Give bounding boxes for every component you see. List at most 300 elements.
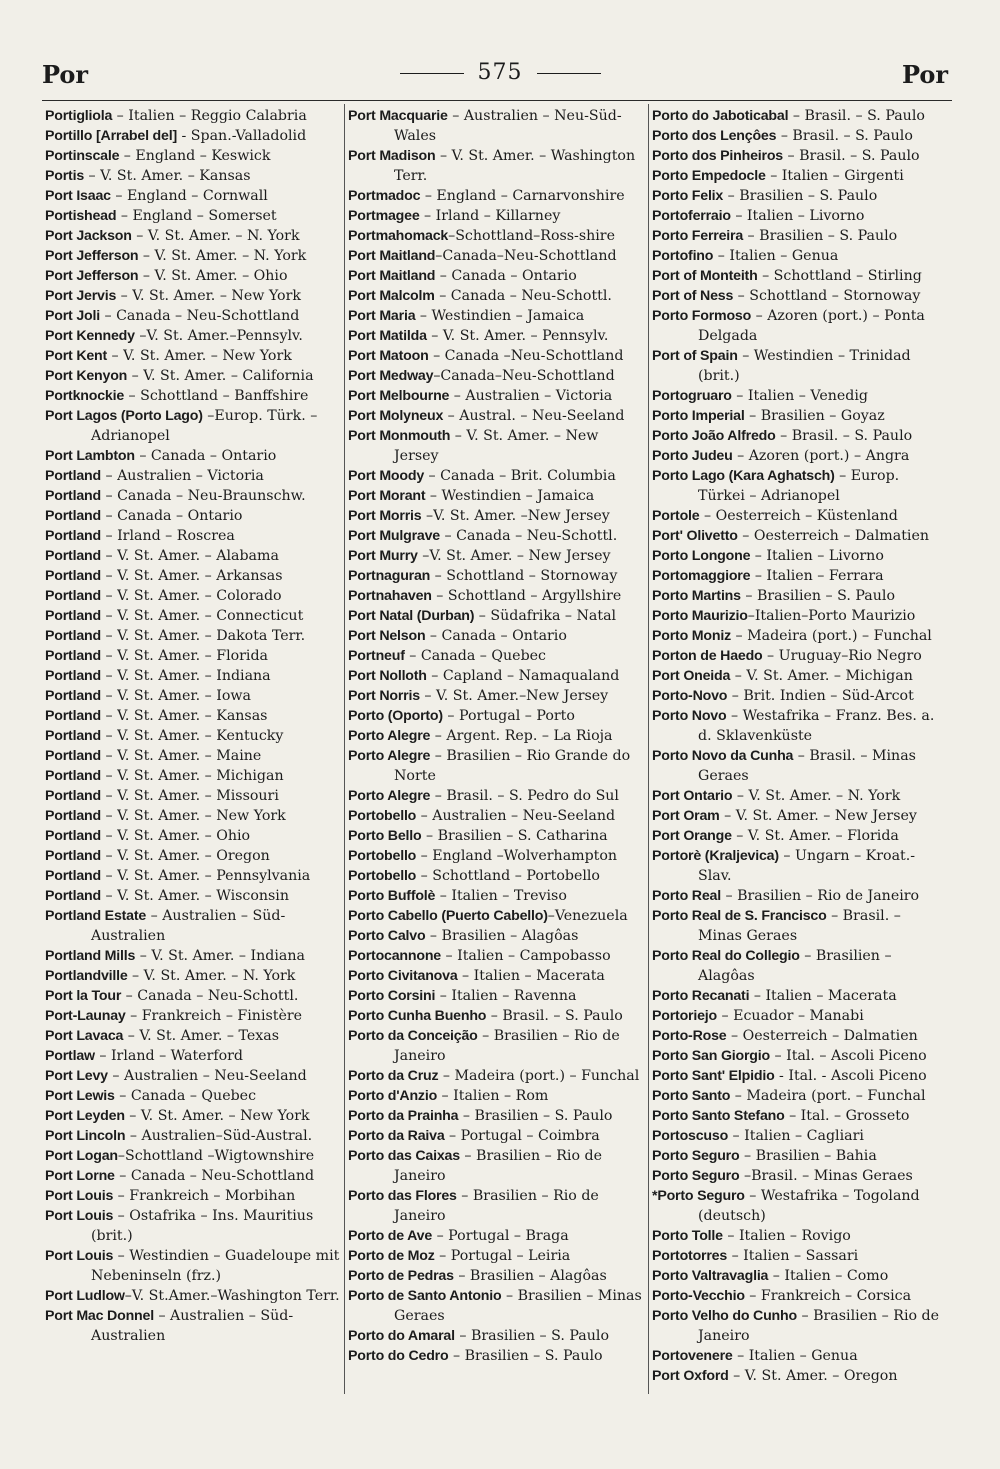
entry-location-detail: –Venezuela xyxy=(547,908,628,924)
entry-location-detail: – Schottland – Stirling xyxy=(757,268,922,284)
entry-place-name: Portland xyxy=(45,508,101,524)
entry-location-detail: – Madeira (port. – Funchal xyxy=(730,1088,926,1104)
gazetteer-entry xyxy=(45,886,341,906)
gazetteer-entry xyxy=(348,646,644,666)
entry-place-name: Portland xyxy=(45,488,101,504)
entry-location-detail: – Italien – Ferrara xyxy=(750,568,884,584)
gazetteer-entry xyxy=(348,866,644,886)
entry-place-name: Porto da Raiva xyxy=(348,1128,445,1144)
entry-place-name: Portoriejo xyxy=(652,1008,718,1024)
entry-place-name: Port Matilda xyxy=(348,328,427,344)
entry-place-name: Portogruaro xyxy=(652,388,732,404)
gazetteer-entry xyxy=(348,406,644,426)
gazetteer-entry xyxy=(652,586,948,606)
gazetteer-entry xyxy=(348,506,644,526)
entry-location-detail: – Portugal – Coimbra xyxy=(444,1128,600,1144)
entry-location-detail: – V. St. Amer. – California xyxy=(127,368,314,384)
gazetteer-entry xyxy=(45,466,341,486)
entry-place-name: Porto do Cedro xyxy=(348,1348,449,1364)
entry-location-detail: – V. St. Amer. – Missouri xyxy=(100,788,279,804)
entry-place-name: Port Morant xyxy=(348,488,426,504)
entry-place-name: Portland xyxy=(45,808,101,824)
gazetteer-entry xyxy=(45,266,341,286)
gazetteer-entry xyxy=(652,466,948,506)
gazetteer-entry xyxy=(348,706,644,726)
entry-place-name: Port Kennedy xyxy=(45,328,135,344)
entry-place-name: Port Matoon xyxy=(348,348,429,364)
entry-location-detail: – V. St. Amer. – Dakota Terr. xyxy=(100,628,306,644)
gazetteer-entry xyxy=(45,506,341,526)
entry-place-name: Port Jackson xyxy=(45,228,132,244)
entry-place-name: Porto Seguro xyxy=(652,1168,740,1184)
gazetteer-entry xyxy=(652,446,948,466)
entry-place-name: Porto Real de S. Francisco xyxy=(652,908,827,924)
entry-location-detail: – V. St. Amer. – Kentucky xyxy=(100,728,284,744)
entry-location-detail: – Irland – Waterford xyxy=(94,1048,244,1064)
entry-place-name: Porto Martins xyxy=(652,588,741,604)
gazetteer-entry xyxy=(45,1186,341,1206)
gazetteer-entry xyxy=(45,1106,341,1126)
entry-location-detail: – Australien – Neu-Seeland xyxy=(107,1068,307,1084)
entry-place-name: Porto Alegre xyxy=(348,748,431,764)
gazetteer-entry xyxy=(652,386,948,406)
entry-place-name: Porto de Ave xyxy=(348,1228,433,1244)
gazetteer-entry xyxy=(45,226,341,246)
entry-place-name: Porto Alegre xyxy=(348,728,431,744)
entry-location-detail: –V. St. Amer.–Pennsylv. xyxy=(134,328,303,344)
entry-location-detail: – Argent. Rep. – La Rioja xyxy=(430,728,613,744)
gazetteer-entry xyxy=(348,486,644,506)
entry-place-name: Port Lincoln xyxy=(45,1128,126,1144)
entry-place-name: Portland Estate xyxy=(45,908,147,924)
entry-location-detail: – Brasil. – S. Paulo xyxy=(788,108,925,124)
entry-place-name: Port-Launay xyxy=(45,1008,126,1024)
entry-location-detail: – England – Keswick xyxy=(119,148,271,164)
gazetteer-entry xyxy=(348,586,644,606)
entry-place-name: Port la Tour xyxy=(45,988,122,1004)
gazetteer-entry xyxy=(45,1046,341,1066)
entry-location-detail: – Canada – Ontario xyxy=(100,508,243,524)
entry-place-name: Portland xyxy=(45,688,101,704)
entry-location-detail: – V. St. Amer. – Ohio xyxy=(100,828,251,844)
gazetteer-entry xyxy=(348,346,644,366)
gazetteer-entry xyxy=(45,906,341,946)
entry-place-name: Port Lorne xyxy=(45,1168,115,1184)
entry-place-name: Port Kenyon xyxy=(45,368,128,384)
entry-location-detail: – Australien–Süd-Austral. xyxy=(125,1128,313,1144)
gazetteer-entry xyxy=(652,906,948,946)
gazetteer-entry xyxy=(348,146,644,186)
entry-location-detail: – Westindien – Guadeloupe mit Nebeninseln (frz.) xyxy=(91,1248,340,1284)
entry-location-detail: – Südafrika – Natal xyxy=(474,608,617,624)
gazetteer-entry xyxy=(652,346,948,386)
entry-place-name: Port Ontario xyxy=(652,788,733,804)
entry-location-detail: – Frankreich – Morbihan xyxy=(113,1188,296,1204)
entry-location-detail: – Schottland – Argyllshire xyxy=(431,588,622,604)
entry-place-name: Portland xyxy=(45,708,101,724)
entry-location-detail: – V. St. Amer. – Iowa xyxy=(100,688,251,704)
gazetteer-entry xyxy=(348,946,644,966)
gazetteer-entry xyxy=(652,266,948,286)
gazetteer-entry xyxy=(348,1146,644,1186)
gazetteer-entry xyxy=(348,1126,644,1146)
entry-place-name: Port Louis xyxy=(45,1248,114,1264)
gazetteer-entry xyxy=(45,606,341,626)
gazetteer-entry xyxy=(652,626,948,646)
gazetteer-entry xyxy=(652,146,948,166)
gazetteer-entry xyxy=(348,846,644,866)
entry-location-detail: – V. St. Amer. – Oregon xyxy=(100,848,270,864)
entry-location-detail: – V. St. Amer. – Florida xyxy=(100,648,269,664)
left-guide-word: Por xyxy=(42,60,89,89)
entry-place-name: Porto Longone xyxy=(652,548,751,564)
entry-location-detail: – Canada – Neu-Schottland xyxy=(99,308,300,324)
entry-location-detail: – Italien – Rom xyxy=(437,1088,549,1104)
gazetteer-entry xyxy=(652,286,948,306)
gazetteer-entry xyxy=(348,206,644,226)
entry-location-detail: – Canada – Quebec xyxy=(404,648,546,664)
entry-place-name: Porto Empedocle xyxy=(652,168,766,184)
column-3 xyxy=(652,106,948,1409)
gazetteer-entry xyxy=(652,306,948,346)
entry-location-detail: – Frankreich – Finistère xyxy=(125,1008,303,1024)
entry-place-name: Porto do Amaral xyxy=(348,1328,455,1344)
gazetteer-entry xyxy=(348,1346,644,1366)
gazetteer-entry xyxy=(348,686,644,706)
entry-place-name: Port Lewis xyxy=(45,1088,115,1104)
entry-place-name: Porto Judeu xyxy=(652,448,733,464)
entry-location-detail: – Westafrika – Togoland (deutsch) xyxy=(698,1188,920,1224)
gazetteer-entry xyxy=(348,1226,644,1246)
entry-place-name: Port Jefferson xyxy=(45,248,139,264)
entry-location-detail: – Italien – Macerata xyxy=(457,968,605,984)
entry-place-name: Porto de Santo Antonio xyxy=(348,1288,502,1304)
entry-place-name: Porto Calvo xyxy=(348,928,426,944)
gazetteer-entry xyxy=(652,1246,948,1266)
entry-location-detail: – Brasilien – Rio de Janeiro xyxy=(698,1308,940,1344)
entry-location-detail: – Brasilien – S. Paulo xyxy=(743,228,898,244)
entry-place-name: Portland xyxy=(45,528,101,544)
entry-location-detail: – Italien – Ravenna xyxy=(435,988,577,1004)
gazetteer-entry xyxy=(652,106,948,126)
gazetteer-entry xyxy=(652,506,948,526)
gazetteer-entry xyxy=(348,1006,644,1026)
entry-location-detail: –V. St. Amer. – New Jersey xyxy=(417,548,611,564)
entry-location-detail: – Australien – Neu-Süd-Wales xyxy=(394,108,622,144)
entry-place-name: Portmagee xyxy=(348,208,420,224)
gazetteer-entry xyxy=(45,146,341,166)
entry-location-detail: – V. St. Amer. – Washington Terr. xyxy=(394,148,636,184)
entry-place-name: Porto Real do Collegio xyxy=(652,948,800,964)
gazetteer-entry xyxy=(652,1366,948,1386)
gazetteer-entry xyxy=(45,1086,341,1106)
entry-location-detail: – England – Cornwall xyxy=(110,188,268,204)
gazetteer-entry xyxy=(348,1186,644,1226)
entry-place-name: Portomaggiore xyxy=(652,568,751,584)
entry-location-detail: – Azoren (port.) – Ponta Delgada xyxy=(698,308,925,344)
gazetteer-entry xyxy=(45,726,341,746)
entry-location-detail: – Oesterreich – Dalmatien xyxy=(726,1028,918,1044)
gazetteer-entry xyxy=(45,206,341,226)
entry-location-detail: – Azoren (port.) – Angra xyxy=(732,448,910,464)
gazetteer-entry xyxy=(45,626,341,646)
gazetteer-entry xyxy=(45,1286,341,1306)
entry-place-name: Port Oram xyxy=(652,808,720,824)
entry-location-detail: – Brit. Indien – Süd-Arcot xyxy=(727,688,914,704)
entry-location-detail: – Brasil. – Minas Geraes xyxy=(698,748,916,784)
gazetteer-entry xyxy=(348,366,644,386)
entry-location-detail: – Schottland – Stornoway xyxy=(430,568,618,584)
gazetteer-entry xyxy=(45,306,341,326)
entry-place-name: Portoscuso xyxy=(652,1128,729,1144)
entry-place-name: Porto Tolle xyxy=(652,1228,723,1244)
entry-location-detail: – Brasilien – Rio de Janeiro xyxy=(394,1188,599,1224)
entry-location-detail: – V. St. Amer. – New Jersey xyxy=(394,428,599,464)
entry-location-detail: – Brasilien – Alagôas xyxy=(425,928,579,944)
gazetteer-entry xyxy=(45,446,341,466)
entry-place-name: Port Leyden xyxy=(45,1108,125,1124)
gazetteer-entry xyxy=(652,1066,948,1086)
gazetteer-entry xyxy=(45,186,341,206)
gazetteer-entry xyxy=(348,626,644,646)
entry-location-detail: – Brasilien – Goyaz xyxy=(744,408,885,424)
entry-place-name: Porto-Vecchio xyxy=(652,1288,745,1304)
entry-location-detail: – Australien – Victoria xyxy=(100,468,264,484)
entry-location-detail: – Brasilien – Rio de Janeiro xyxy=(394,1028,620,1064)
gazetteer-entry xyxy=(652,846,948,886)
entry-location-detail: – V. St. Amer.–New Jersey xyxy=(419,688,609,704)
entry-place-name: Port Norris xyxy=(348,688,420,704)
gazetteer-entry xyxy=(45,546,341,566)
gazetteer-entry xyxy=(348,1066,644,1086)
entry-place-name: Porto da Cruz xyxy=(348,1068,439,1084)
entry-place-name: Porto da Prainha xyxy=(348,1108,459,1124)
gazetteer-entry xyxy=(652,186,948,206)
entry-place-name: Port Monmouth xyxy=(348,428,451,444)
entry-place-name: Porto Real xyxy=(652,888,721,904)
gazetteer-entry xyxy=(348,666,644,686)
entry-place-name: Portland xyxy=(45,648,101,664)
gazetteer-entry xyxy=(652,526,948,546)
entry-place-name: Portknockie xyxy=(45,388,125,404)
entry-place-name: Porto Alegre xyxy=(348,788,431,804)
entry-place-name: Port Louis xyxy=(45,1188,114,1204)
gazetteer-entry xyxy=(348,526,644,546)
entry-place-name: Porto Cabello (Puerto Cabello) xyxy=(348,908,548,924)
entry-place-name: Porto Corsini xyxy=(348,988,436,1004)
entry-place-name: Porto (Oporto) xyxy=(348,708,443,724)
gazetteer-entry xyxy=(348,746,644,786)
entry-place-name: Portobello xyxy=(348,808,417,824)
gazetteer-entry xyxy=(45,1166,341,1186)
entry-location-detail: – V. St. Amer. – Alabama xyxy=(100,548,279,564)
gazetteer-entry xyxy=(45,766,341,786)
gazetteer-entry xyxy=(652,126,948,146)
entry-place-name: Port Logan xyxy=(45,1148,118,1164)
entry-place-name: Portillo [Arrabel del] xyxy=(45,128,177,144)
gazetteer-entry xyxy=(45,826,341,846)
entry-location-detail: – V. St. Amer. – Oregon xyxy=(728,1368,898,1384)
entry-place-name: Porto d'Anzio xyxy=(348,1088,438,1104)
entry-location-detail: – V. St. Amer. – New York xyxy=(107,348,292,364)
entry-place-name: Port Lagos (Porto Lago) xyxy=(45,408,203,424)
entry-place-name: Porto Formoso xyxy=(652,308,752,324)
gazetteer-entry xyxy=(652,706,948,746)
entry-place-name: Portishead xyxy=(45,208,117,224)
gazetteer-entry xyxy=(348,926,644,946)
entry-location-detail: – Canada – Quebec xyxy=(114,1088,257,1104)
entry-location-detail: – Portugal – Leiria xyxy=(434,1248,571,1264)
gazetteer-entry xyxy=(652,1266,948,1286)
entry-place-name: Port Medway xyxy=(348,368,434,384)
entry-place-name: Portmahomack xyxy=(348,228,449,244)
gazetteer-entry xyxy=(348,226,644,246)
entry-place-name: Port Jefferson xyxy=(45,268,139,284)
entry-place-name: Porto Felix xyxy=(652,188,724,204)
entry-location-detail: – Oesterreich – Küstenland xyxy=(699,508,898,524)
entry-location-detail: – Westindien – Jamaica xyxy=(425,488,595,504)
entry-location-detail: –Canada–Neu-Schottland xyxy=(433,368,615,384)
gazetteer-entry xyxy=(652,1006,948,1026)
entry-location-detail: – Canada – Ontario xyxy=(134,448,277,464)
entry-place-name: Porto Cunha Buenho xyxy=(348,1008,487,1024)
entry-location-detail: –Schottland –Wigtownshire xyxy=(117,1148,315,1164)
entry-location-detail: – Australien – Neu-Seeland xyxy=(416,808,616,824)
entry-place-name: Portland xyxy=(45,748,101,764)
gazetteer-entry xyxy=(652,1226,948,1246)
entry-location-detail: – Schottland – Portobello xyxy=(416,868,600,884)
entry-location-detail: – Italien – Livorno xyxy=(730,208,865,224)
entry-location-detail: – Brasilien – Alagôas xyxy=(453,1268,607,1284)
entry-place-name: Port Madison xyxy=(348,148,436,164)
entry-place-name: Porto João Alfredo xyxy=(652,428,776,444)
entry-location-detail: – Australien – Süd-Australien xyxy=(91,1308,294,1344)
entry-location-detail: – Europ. Türkei – Adrianopel xyxy=(698,468,900,504)
entry-location-detail: – Italien – Sassari xyxy=(727,1248,859,1264)
gazetteer-entry xyxy=(348,1106,644,1126)
entry-place-name: Port Nolloth xyxy=(348,668,427,684)
entry-place-name: Porto San Giorgio xyxy=(652,1048,770,1064)
entry-location-detail: – England –Wolverhampton xyxy=(416,848,618,864)
column-2 xyxy=(348,106,644,1409)
entry-location-detail: – Austral. – Neu-Seeland xyxy=(443,408,625,424)
gazetteer-entry xyxy=(45,846,341,866)
entry-place-name: Port Oneida xyxy=(652,668,731,684)
entry-location-detail: – Italien – Genua xyxy=(732,1348,858,1364)
entry-place-name: Port Joli xyxy=(45,308,100,324)
entry-location-detail: – Ital. – Grosseto xyxy=(784,1108,910,1124)
gazetteer-entry xyxy=(348,1086,644,1106)
gazetteer-entry xyxy=(652,406,948,426)
gazetteer-entry xyxy=(652,566,948,586)
entry-location-detail: – Ital. – Ascoli Piceno xyxy=(769,1048,927,1064)
entry-location-detail: –Brasil. – Minas Geraes xyxy=(739,1168,913,1184)
entry-location-detail: – Italien – Cagliari xyxy=(728,1128,864,1144)
gazetteer-entry xyxy=(45,346,341,366)
entry-location-detail: – Irland – Killarney xyxy=(419,208,561,224)
gazetteer-entry xyxy=(45,166,341,186)
entry-location-detail: –Schottland–Ross-shire xyxy=(448,228,615,244)
entry-location-detail: – V. St. Amer. – N. York xyxy=(131,228,300,244)
gazetteer-entry xyxy=(652,1306,948,1346)
entry-place-name: Porton de Haedo xyxy=(652,648,763,664)
entry-location-detail: – V. St. Amer. – Arkansas xyxy=(100,568,283,584)
entry-location-detail: – Canada – Neu-Schottland xyxy=(114,1168,315,1184)
gazetteer-entry xyxy=(348,266,644,286)
entry-place-name: Porto Buffolè xyxy=(348,888,436,904)
entry-place-name: Porto-Rose xyxy=(652,1028,727,1044)
page-number: 575 xyxy=(477,60,523,85)
gazetteer-entry xyxy=(652,1186,948,1226)
gazetteer-entry xyxy=(45,566,341,586)
gazetteer-entry xyxy=(45,246,341,266)
entry-location-detail: – Canada – Brit. Columbia xyxy=(424,468,616,484)
gazetteer-entry xyxy=(652,946,948,986)
entry-place-name: Porto Recanati xyxy=(652,988,750,1004)
gazetteer-entry xyxy=(348,286,644,306)
entry-location-detail: – Ecuador – Manabi xyxy=(717,1008,864,1024)
entry-place-name: Porto das Flores xyxy=(348,1188,457,1204)
entry-location-detail: – Canada – Neu-Schottl. xyxy=(434,288,612,304)
entry-location-detail: – V. St. Amer. – N. York xyxy=(138,248,307,264)
gazetteer-entry xyxy=(45,1026,341,1046)
entry-location-detail: – V. St. Amer. – N. York xyxy=(127,968,296,984)
entry-location-detail: –V. St.Amer.–Washington Terr. xyxy=(124,1288,340,1304)
entry-place-name: Porto Bello xyxy=(348,828,422,844)
entry-place-name: Portis xyxy=(45,168,85,184)
entry-place-name: Portnahaven xyxy=(348,588,432,604)
entry-location-detail: – Canada –Neu-Schottland xyxy=(428,348,624,364)
gazetteer-entry xyxy=(652,206,948,226)
entry-place-name: Porto Lago (Kara Aghatsch) xyxy=(652,468,835,484)
entry-location-detail: – V. St. Amer. – Pennsylvania xyxy=(100,868,311,884)
gazetteer-entry xyxy=(348,326,644,346)
entry-place-name: Port Louis xyxy=(45,1208,114,1224)
right-guide-word: Por xyxy=(901,60,948,89)
gazetteer-entry xyxy=(652,1146,948,1166)
entry-location-detail: - Ital. - Ascoli Piceno xyxy=(774,1068,927,1084)
entry-location-detail: – V. St. Amer. – Ohio xyxy=(138,268,288,284)
gazetteer-entry xyxy=(348,246,644,266)
gazetteer-entry xyxy=(348,806,644,826)
entry-place-name: Porto Santo xyxy=(652,1088,731,1104)
gazetteer-entry xyxy=(348,566,644,586)
column-1 xyxy=(45,106,341,1409)
entry-place-name: Portlaw xyxy=(45,1048,95,1064)
gazetteer-entry xyxy=(45,1246,341,1286)
entry-place-name: Port Orange xyxy=(652,828,732,844)
entry-location-detail: – Brasilien – Alagôas xyxy=(698,948,892,984)
entry-location-detail: – Brasilien – Rio de Janeiro xyxy=(394,1148,602,1184)
entry-place-name: Portneuf xyxy=(348,648,405,664)
entry-location-detail: – Canada – Neu-Braunschw. xyxy=(100,488,306,504)
entry-location-detail: – Brasilien – Bahia xyxy=(739,1148,877,1164)
entry-location-detail: – Canada – Ontario xyxy=(425,628,567,644)
gazetteer-entry xyxy=(45,806,341,826)
gazetteer-entry xyxy=(652,226,948,246)
entry-location-detail: – England – Somerset xyxy=(116,208,277,224)
gazetteer-entry xyxy=(348,186,644,206)
entry-location-detail: – V. St. Amer. – Colorado xyxy=(100,588,282,604)
entry-place-name: Portland xyxy=(45,728,101,744)
entry-location-detail: – Italien – Rovigo xyxy=(722,1228,851,1244)
gazetteer-entry xyxy=(45,866,341,886)
gazetteer-entry xyxy=(348,426,644,466)
gazetteer-entry xyxy=(45,1066,341,1086)
gazetteer-entry xyxy=(652,1026,948,1046)
gazetteer-entry xyxy=(652,886,948,906)
entry-place-name: Portobello xyxy=(348,868,417,884)
